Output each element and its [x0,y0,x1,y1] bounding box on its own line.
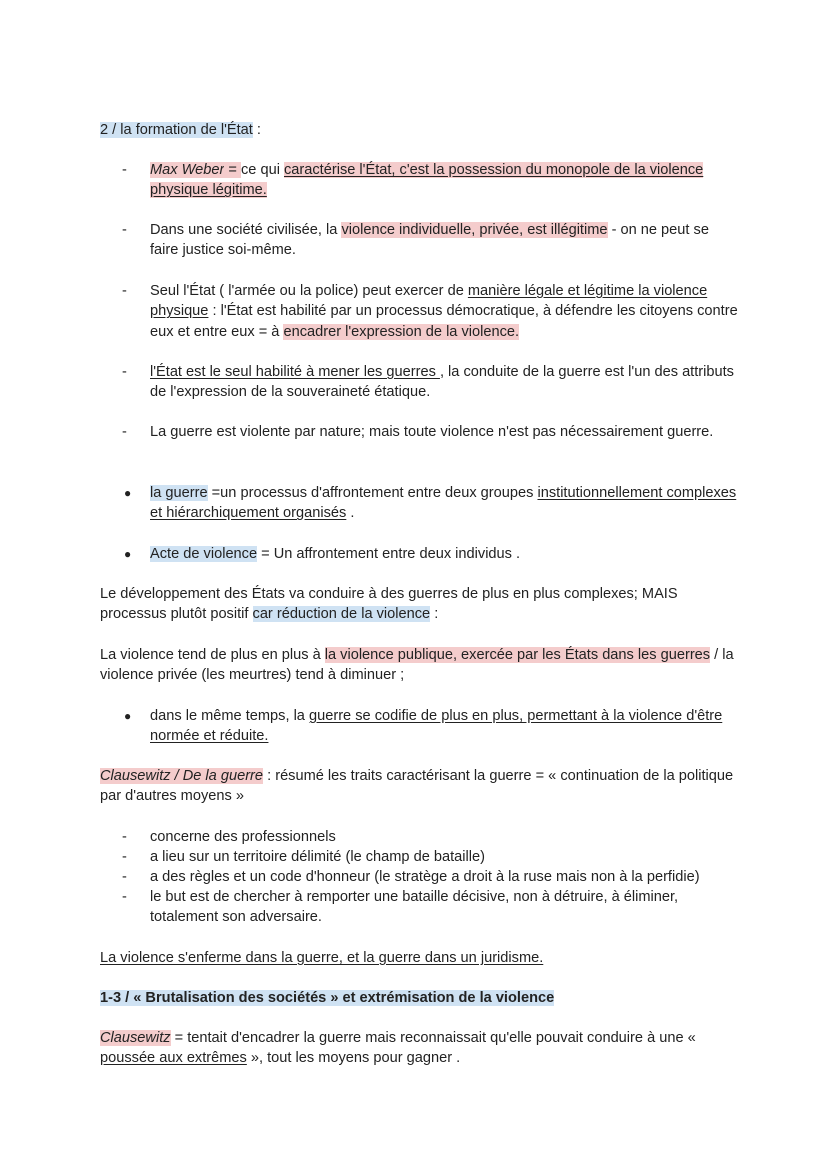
dash-marker: - [122,424,127,440]
bullet-marker: ● [124,547,132,561]
list-item-nature: - La guerre est violente par nature; mais toute violence n'est pas nécessairement guerre. [100,422,740,442]
list-item-wars: - l'État est le seul habilité à mener les guerres , la conduite de la guerre est l'un des attributs de l'expression de la souveraineté étatique. [122,364,734,401]
dash-marker: - [122,869,127,885]
underline-extremes: poussée aux extrêmes [100,1050,247,1067]
highlight-public-violence: la violence publique, exercée par les États dans les guerres [324,647,711,663]
dash-marker: - [122,222,127,238]
underline-groups: institutionnellement complexes et hiérarchiquement organisés [150,485,737,522]
list-item-state-violence: - Seul l'État ( l'armée ou la police) peut exercer de manière légale et légitime la violence physique : l'État est habilité par un processus démocratique, à défendre les citoyens contre eux et entre eux = à encadrer l'expression de la violence. [122,283,738,340]
trait-item: - a lieu sur un territoire délimité (le champ de bataille) [100,847,740,867]
bullet-item-codification: ● dans le même temps, la guerre se codifie de plus en plus, permettant à la violence d'être normée et réduite. [124,708,723,745]
highlight-frame-violence: encadrer l'expression de la violence. [283,323,520,340]
highlight-clausewitz-book: Clausewitz / De la guerre [100,768,264,784]
trait-item: - le but est de chercher à remporter une bataille décisive, non à détruire, à éliminer, totalement son adversaire. [122,889,679,926]
dash-marker: - [122,364,127,380]
dash-marker: - [122,849,127,865]
trait-item: - concerne des professionnels [100,827,740,847]
highlight-clausewitz: Clausewitz [100,1030,171,1046]
underline-codification: guerre se codifie de plus en plus, permettant à la violence d'être normée et réduite. [150,708,723,745]
section-2-heading: 2 / la formation de l'État : [100,122,261,138]
dash-marker: - [122,283,127,299]
author-weber: Max Weber [150,162,225,178]
dash-marker: - [122,162,127,178]
weber-definition: caractérise l'État, c'est la possession du monopole de la violence physique légitime. [150,162,704,199]
highlight-illegitimate: violence individuelle, privée, est illégitime [341,222,608,238]
paragraph-development: Le développement des États va conduire à des guerres de plus en plus complexes; MAIS processus plutôt positif car réduction de la violence : [100,586,678,623]
list-item-weber: - Max Weber = ce qui caractérise l'État, c'est la possession du monopole de la violence physique légitime. [122,162,704,199]
paragraph-clausewitz: Clausewitz / De la guerre : résumé les traits caractérisant la guerre = « continuation de la politique par d'autres moyens » [100,768,734,805]
dash-marker: - [122,829,127,845]
underline-state-wars: l'État est le seul habilité à mener les guerres [150,364,440,380]
paragraph-extremes: Clausewitz = tentait d'encadrer la guerre mais reconnaissait qu'elle pouvait conduire à une « poussée aux extrêmes », tout les moyens pour gagner . [100,1030,696,1067]
bullet-marker: ● [124,486,132,500]
section-2-title: 2 / la formation de l'État [100,122,253,138]
paragraph-public-violence: La violence tend de plus en plus à la violence publique, exercée par les États dans les guerres / la violence privée (les meurtres) tend à diminuer ; [100,647,734,684]
highlight-reduction: car réduction de la violence [252,606,431,623]
list-item-civilized-society: - Dans une société civilisée, la violence individuelle, privée, est illégitime - on ne peut se faire justice soi-même. [122,222,709,259]
conclusion: La violence s'enferme dans la guerre, et la guerre dans un juridisme. [100,950,544,966]
underline-legal-violence: manière légale et légitime la violence physique [150,283,708,320]
bullet-item-violence-act: ● Acte de violence = Un affrontement entre deux individus . [100,544,740,564]
section-1-3-title: 1-3 / « Brutalisation des sociétés » et extrémisation de la violence [100,990,555,1006]
highlight-war: la guerre [150,485,208,501]
bullet-item-war-definition: ● la guerre =un processus d'affrontement entre deux groupes institutionnellement complexes et hiérarchiquement organisés . [124,485,737,522]
dash-marker: - [122,889,127,905]
trait-item: - a des règles et un code d'honneur (le stratège a droit à la ruse mais non à la perfidie) [100,867,740,887]
highlight-violence-act: Acte de violence [150,546,258,562]
bullet-marker: ● [124,709,132,723]
section-1-3-heading [100,988,740,1008]
